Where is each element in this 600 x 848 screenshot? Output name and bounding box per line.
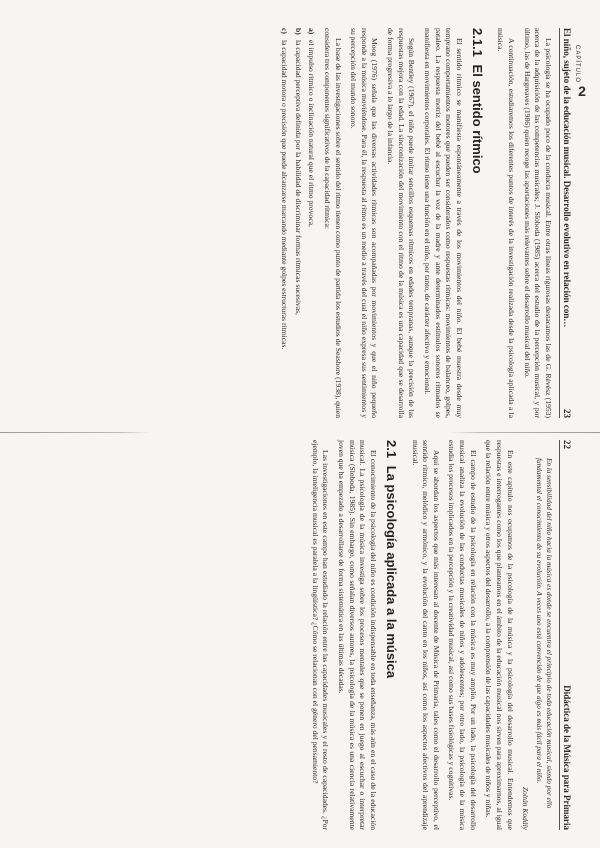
section-title: La psicología aplicada a la música [383,465,399,679]
paragraph: Según Bentley (1967), el niño puede imitar sencillos esquemas rítmicos en edades tempranas, aunque la precisión de las respuestas mejora con la edad. La sincronización del movimiento con el ritmo de la música es una capacidad que se desarrolla de forma progresiva a lo largo de la infancia. [386,28,417,418]
list-item [279,28,290,418]
section-number: 2.1.1 [469,28,485,57]
paragraph: La base de las investigaciones sobre el sentido del ritmo tienen como punto de partida los estudios de Seashore (1938), quien considera tres componentes significativos de la capacidad rítmica: [323,28,343,418]
list-item [292,28,303,418]
paragraph: Moog (1976) señala que las diversas actividades rítmicas son acompañadas por movimientos y que el niño pequeño responde a la música moviéndose. Para él, la respuesta al ritmo es un medio a través del cual el niño expresa sus sentimientos y su percepción del mundo sonoro. [349,28,380,418]
chapter-tab [574,45,590,99]
page-number: 23 [562,409,572,418]
list-text: la capacidad perceptiva definida por la habilidad de discriminar formas rítmicas sucesivas, [293,40,303,315]
component-list [279,28,317,418]
epigraph-author: Zoltán Kodály [520,786,530,830]
paragraph: Aquí se abordan los aspectos que más interesan al docente de Música de Primaria, tales como el desarrollo perceptivo, el sentido rítmico, melódico y armónico, y la evolución del canto en los niños, así como los aspectos afectivos del aprendizaje musical. [410,440,441,830]
paragraph: El conocimiento de la psicología del niño es condición indispensable en toda enseñanza, más aún en el caso de la educación musical. La psicología de la música investiga sobre los procesos mentales que se ponen en juego al escuchar o interpretar música (Sloboda, 1985). Sin embargo, como señalan diversos autores, la psicología de la música es una ciencia relativamente joven que ha empezado a desarrollarse de forma sistemática en las últimas décadas. [337,440,378,830]
paragraph: El sentido rítmico se manifiesta espontáneamente a través de los movimientos del niño. El bebé muestra desde muy temprano comportamientos motores que pueden ser considerados como respuestas rítmicas: movimientos de balanceo, golpes, pataleo. La respuesta motriz del bebé al escuchar la voz de la madre y ante determinados estímulos sonoros ritmados se manifiesta en movimientos corporales. El ritmo tiene una función en el niño, por tanto, de carácter afectivo y emocional. [423,28,464,418]
section-number: 2.1 [383,440,399,459]
running-header [559,440,572,830]
epigraph: En la sensibilidad del niño hacia la música es donde se encuentra el principio de toda educación musical, siendo por ello fundamental el conocimiento de su evolución. A veces uno está convencido de que algo es más fácil para el niño. [535,458,553,809]
bottom-page [304,440,572,830]
list-marker: a) [307,28,317,35]
section-title: El sentido rítmico [469,64,485,174]
section-heading [470,28,485,418]
top-page [274,28,573,418]
list-text: el impulso rítmico o inclinación natural que el ritmo provoca, [307,40,317,227]
section-heading [384,440,399,830]
list-marker: c) [280,28,290,34]
running-head: El niño, sujeto de la educación musical. Desarrollo evolutivo en relación con… [562,28,572,328]
paragraph: A continuación, estudiaremos los diferentes puntos de interés de la investigación realizada desde la psicología aplicada a la música. [496,28,517,418]
list-item [306,28,317,418]
running-header [559,28,572,418]
page-number: 22 [562,440,572,449]
paragraph: Las investigaciones en este campo han estudiado la relación entre las capacidades musicales y el resto de capacidades. ¿Por ejemplo, la inteligencia musical es paralela a la lingüística? ¿Cómo se relacionan con el género del pensamiento? [310,440,331,830]
chapter-label: CAPÍTULO [574,45,580,84]
paragraph: En este capítulo nos ocupamos de la psicología de la música y la psicología del desarrollo musical. Entendemos que respuestas e interrogantes como los que planteamos en el ámbito de la educación musical nos sirven para aproximarnos, al igual que la relación entre música y otros aspectos del desarrollo, a la comprensión de las capacidades musicales de niños y niñas. [484,440,515,830]
list-text: la capacidad motora o precisión que puede alcanzarse marcando mediante golpes estructuras rítmicas. [280,40,290,350]
list-marker: b) [293,28,303,35]
chapter-number: 2 [578,83,586,100]
paragraph: La psicología se ha ocupado poco de la conducta musical. Entre otras líneas rigurosas destacamos las de G. Révész (1953) acerca de la adquisición de las competencias musicales; J. Sloboda (1985) acerca del estudio de la percepción musical, y por último, las de Hargreaves (1986) quien recoge las aportaciones más relevantes sobre el desarrollo musical del niño. [522,28,553,418]
running-head: Didáctica de la Música para Primaria [562,685,572,830]
paragraph: El campo de estudio de la psicología en relación con la música es muy amplio. Por un lado, la psicología del desarrollo musical analiza la evolución de las conductas musicales de niños y adolescentes; por otro lado, la psicología de la música estudia los procesos implicados en la percepción y la creatividad musical, así como sus bases fisiológicas y cognitivas. [447,440,478,830]
page-gutter [0,432,600,433]
